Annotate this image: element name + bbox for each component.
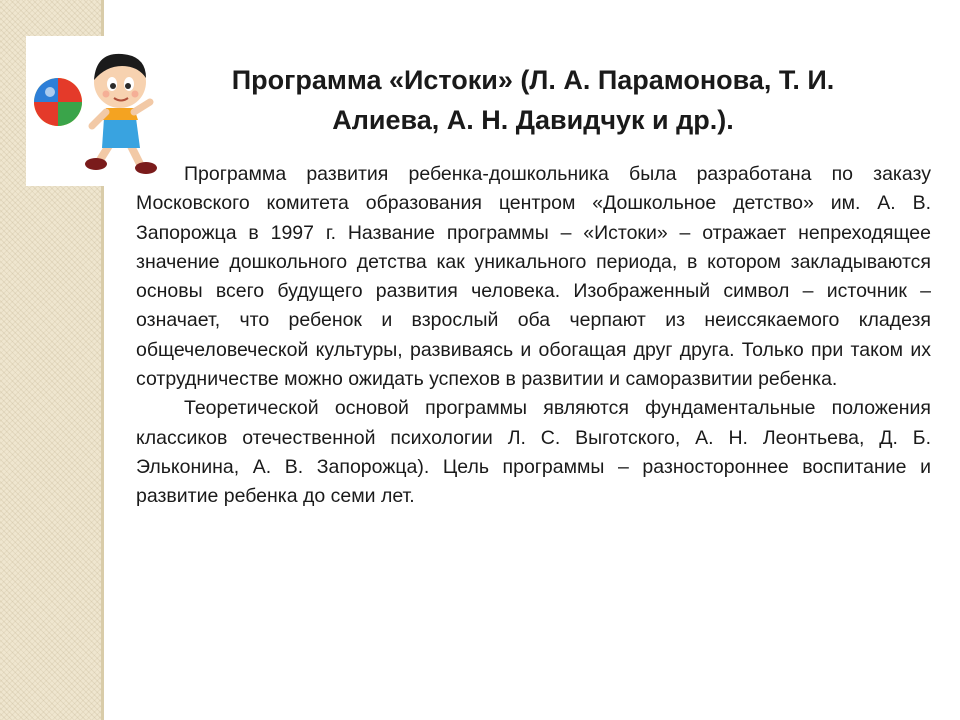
beach-ball-icon <box>34 78 82 126</box>
paragraph-1: Программа развития ребенка-дошкольника была разработана по заказу Московского комитета образования центром «Дошкольное детство» им. А. В. Запорожца в 1997 г. Название программы – «Истоки» – отражает непреходящее значение дошкольного детства как уникального периода, в котором закладываются основы всего будущего развития человека. Изображенный символ – источник – означает, что ребенок и взрослый оба черпают из неиссякаемого кладезя общечеловеческой культуры, развиваясь и обогащая друг друга. Только при таком их сотрудничестве можно ожидать успехов в развитии и саморазвитии ребенка. <box>136 163 931 391</box>
paragraph-2: Теоретической основой программы являются фундаментальные положения классиков отечественной психологии Л. С. Выготского, А. Н. Леонтьева, Д. Б. Эльконина, А. В. Запорожца). Цель программы – разностороннее воспитание и развитие ребенка до семи лет. <box>136 397 931 508</box>
slide-title: Программа «Истоки» (Л. А. Парамонова, Т. И. Алиева, А. Н. Давидчук и др.). <box>231 65 835 135</box>
cartoon-boy-icon <box>85 54 157 174</box>
slide-body <box>136 160 931 512</box>
